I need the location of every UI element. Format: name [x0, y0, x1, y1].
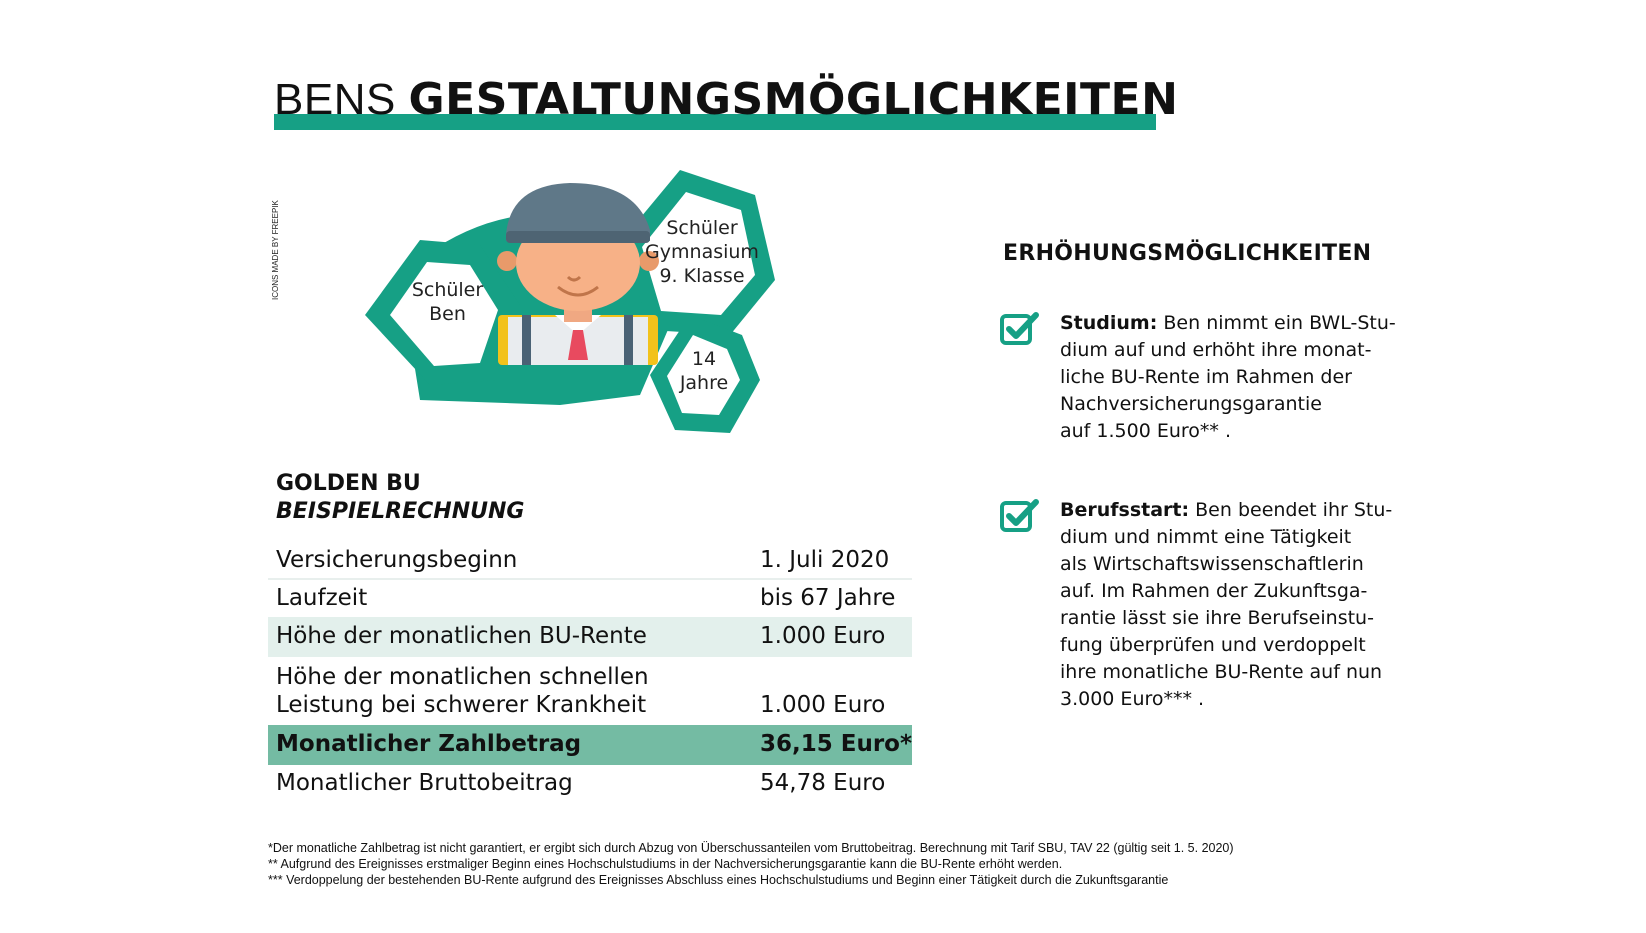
title-light: BENS	[274, 75, 409, 124]
golden-bu-heading	[276, 470, 524, 526]
hex-label-name: Schüler Ben	[411, 279, 484, 325]
table-row	[268, 657, 912, 725]
table-row	[268, 617, 912, 657]
row-value: bis 67 Jahre	[760, 585, 896, 611]
row-value: 1. Juli 2020	[760, 547, 890, 573]
footnote: ** Aufgrund des Ereignisses erstmaliger Beginn eines Hochschulstudiums in der Nachversicherungsgarantie kann die BU-Rente erhöht werden.	[268, 857, 1063, 871]
option-text: Berufsstart: Ben beendet ihr Stu- dium und nimmt eine Tätigkeit als Wirtschaftswissenschaftlerin auf. Im Rahmen der Zukunftsga- rantie lässt sie ihre Berufseinstu- fung überprüfen und verdoppelt ihre monatliche BU-Rente auf nun 3.000 Euro*** .	[1060, 499, 1393, 710]
golden-bu-title: GOLDEN BU	[276, 471, 421, 496]
row-value: 1.000 Euro	[760, 623, 886, 649]
golden-bu-subtitle: BEISPIELRECHNUNG	[276, 499, 525, 524]
checkbox-checked-icon	[1000, 497, 1040, 533]
table-row	[268, 542, 912, 580]
title-bold: GESTALTUNGSMÖGLICHKEITEN	[408, 74, 1179, 125]
table-row	[268, 765, 912, 801]
icon-credit: ICONS MADE BY FREEPIK	[271, 200, 280, 300]
option-text: Studium: Ben nimmt ein BWL-Stu- dium auf und erhöht ihre monat- liche BU-Rente im Rahmen der Nachversicherungsgarantie auf 1.500 Euro** .	[1060, 312, 1396, 442]
table-row-highlight	[268, 725, 912, 765]
row-label: Monatlicher Zahlbetrag	[276, 731, 582, 757]
row-label: Laufzeit	[276, 585, 368, 611]
row-label: Höhe der monatlichen BU-Rente	[276, 623, 647, 649]
section-title-erhoehung: ERHÖHUNGSMÖGLICHKEITEN	[1003, 241, 1372, 266]
hex-label-age: 14 Jahre	[679, 348, 729, 394]
row-label: Monatlicher Bruttobeitrag	[276, 770, 573, 796]
calculation-table	[268, 542, 912, 801]
row-value: 36,15 Euro*	[760, 731, 913, 757]
footnote: *Der monatliche Zahlbetrag ist nicht garantiert, er ergibt sich durch Abzug von Überschussanteilen vom Bruttobeitrag. Berechnung mit Tarif SBU, TAV 22 (gültig seit 1. 5. 2020)	[268, 841, 1234, 855]
hex-label-school: Schüler Gymnasium 9. Klasse	[645, 217, 759, 287]
footnotes	[268, 840, 1234, 888]
row-label: Versicherungsbeginn	[276, 547, 518, 573]
footnote: *** Verdoppelung der bestehenden BU-Rente aufgrund des Ereignisses Abschluss eines Hochschulstudiums und Beginn einer Tätigkeit durch die Zukunftsgarantie	[268, 873, 1169, 887]
row-value: 54,78 Euro	[760, 770, 886, 796]
checkbox-checked-icon	[1000, 310, 1040, 346]
student-illustration	[360, 165, 830, 460]
table-row	[268, 580, 912, 617]
page-title	[274, 72, 1178, 128]
row-value: 1.000 Euro	[760, 692, 886, 718]
row-label: Höhe der monatlichen schnellen Leistung bei schwerer Krankheit	[276, 664, 649, 718]
